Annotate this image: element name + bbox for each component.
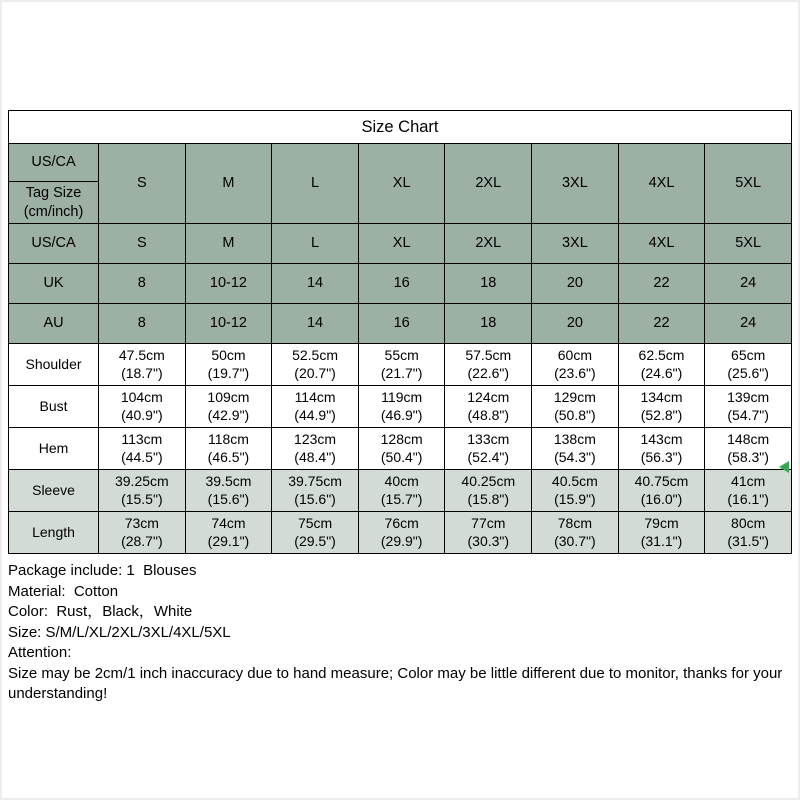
measurement-cm: 52.5cm xyxy=(292,347,339,363)
measurement-cm: 119cm xyxy=(381,389,423,405)
measurement-inch: (56.3") xyxy=(640,448,683,465)
measurement-cell xyxy=(445,344,532,386)
note-line: Size may be 2cm/1 inch inaccuracy due to hand measure; Color may be little different due to monitor, thanks for your understanding! xyxy=(8,664,787,702)
row-label: Hem xyxy=(9,428,99,470)
size-column-header: 4XL xyxy=(618,144,705,224)
size-column-header: XL xyxy=(358,144,445,224)
size-value-cell: 5XL xyxy=(705,224,792,264)
measurement-inch: (48.8") xyxy=(467,406,510,423)
measurement-cell xyxy=(99,428,186,470)
measurement-inch: (30.7") xyxy=(554,532,596,549)
measurement-cell xyxy=(185,512,272,554)
measurement-cell xyxy=(532,344,619,386)
measurement-cm: 80cm xyxy=(731,515,766,531)
size-column-header: 3XL xyxy=(532,144,619,224)
row-label: Shoulder xyxy=(9,344,99,386)
header-row-top xyxy=(9,144,792,182)
size-column-header: S xyxy=(99,144,186,224)
measurement-cell xyxy=(358,470,445,512)
measurement-cm: 124cm xyxy=(467,389,510,405)
measurement-cell xyxy=(272,386,359,428)
row-label: US/CA xyxy=(9,224,99,264)
measurement-cm: 65cm xyxy=(731,347,766,363)
measurement-inch: (15.6") xyxy=(207,490,250,507)
measurement-cm: 79cm xyxy=(644,515,679,531)
tag-size-label: Tag Size xyxy=(25,185,82,202)
measurement-cm: 73cm xyxy=(124,515,159,531)
measurement-inch: (31.1") xyxy=(640,532,683,549)
note-line: Size: S/M/L/XL/2XL/3XL/4XL/5XL xyxy=(8,623,231,641)
measurement-inch: (22.6") xyxy=(467,364,510,381)
size-value-cell: 18 xyxy=(445,304,532,344)
size-value-cell: 10-12 xyxy=(185,264,272,304)
measurement-cm: 39.25cm xyxy=(114,473,169,489)
measurement-row xyxy=(9,428,792,470)
measurement-cm: 75cm xyxy=(297,515,333,531)
measurement-row xyxy=(9,512,792,554)
size-value-cell: 22 xyxy=(618,264,705,304)
measurement-inch: (42.9") xyxy=(207,406,250,423)
size-column-header: M xyxy=(185,144,272,224)
size-row xyxy=(9,264,792,304)
measurement-inch: (52.8") xyxy=(640,406,683,423)
size-value-cell: S xyxy=(99,224,186,264)
measurement-inch: (44.9") xyxy=(294,406,336,423)
measurement-cm: 50cm xyxy=(211,347,246,363)
measurement-inch: (25.6") xyxy=(727,364,769,381)
size-value-cell: 22 xyxy=(618,304,705,344)
size-chart-table xyxy=(8,110,792,554)
measurement-cm: 118cm xyxy=(207,431,249,447)
measurement-inch: (54.3") xyxy=(554,448,596,465)
measurement-cm: 41cm xyxy=(731,473,766,489)
measurement-inch: (15.9") xyxy=(554,490,596,507)
measurement-cm: 39.75cm xyxy=(288,473,342,489)
row-label: AU xyxy=(9,304,99,344)
corner-tag-size xyxy=(9,182,99,224)
size-value-cell: 24 xyxy=(705,304,792,344)
measurement-cell xyxy=(618,386,705,428)
measurement-cell xyxy=(445,512,532,554)
measurement-cm: 76cm xyxy=(384,515,419,531)
measurement-inch: (16.0") xyxy=(640,490,683,507)
measurement-cm: 62.5cm xyxy=(638,347,685,363)
measurement-cell xyxy=(358,386,445,428)
measurement-cell xyxy=(272,428,359,470)
measurement-cm: 114cm xyxy=(294,389,336,405)
measurement-cell xyxy=(272,344,359,386)
size-value-cell: 10-12 xyxy=(185,304,272,344)
size-column-header: 5XL xyxy=(705,144,792,224)
measurement-cm: 143cm xyxy=(640,431,683,447)
measurement-inch: (29.5") xyxy=(294,532,336,549)
measurement-inch: (52.4") xyxy=(467,448,510,465)
measurement-cell xyxy=(618,470,705,512)
measurement-inch: (21.7") xyxy=(380,364,423,381)
size-value-cell: 24 xyxy=(705,264,792,304)
size-value-cell: 14 xyxy=(272,304,359,344)
measurement-cell xyxy=(358,428,445,470)
measurement-cm: 57.5cm xyxy=(465,347,512,363)
title-row xyxy=(9,111,792,144)
measurement-cell xyxy=(272,512,359,554)
size-row xyxy=(9,224,792,264)
tag-size-unit: (cm/inch) xyxy=(23,203,84,220)
size-value-cell: M xyxy=(185,224,272,264)
measurement-cell xyxy=(445,428,532,470)
size-value-cell: 3XL xyxy=(532,224,619,264)
measurement-inch: (18.7") xyxy=(121,364,163,381)
measurement-row xyxy=(9,470,792,512)
measurement-cm: 47.5cm xyxy=(118,347,165,363)
measurement-cell xyxy=(358,512,445,554)
measurement-cm: 123cm xyxy=(294,431,337,447)
corner-us-ca: US/CA xyxy=(9,144,99,182)
measurement-inch: (15.7") xyxy=(380,490,423,507)
measurement-cell xyxy=(532,512,619,554)
measurement-cell xyxy=(618,428,705,470)
size-value-cell: 14 xyxy=(272,264,359,304)
size-value-cell: 20 xyxy=(532,264,619,304)
measurement-inch: (15.5") xyxy=(121,490,163,507)
row-label: Bust xyxy=(9,386,99,428)
measurement-cell xyxy=(185,386,272,428)
measurement-cm: 77cm xyxy=(471,515,506,531)
measurement-inch: (46.5") xyxy=(207,448,250,465)
measurement-cell xyxy=(705,386,792,428)
green-triangle-marker xyxy=(779,461,789,473)
measurement-cell xyxy=(532,428,619,470)
product-notes xyxy=(8,561,792,705)
measurement-cell xyxy=(99,470,186,512)
row-label: Sleeve xyxy=(9,470,99,512)
measurement-cm: 74cm xyxy=(211,515,246,531)
note-line: Color: Rust，Black，White xyxy=(8,603,193,620)
measurement-cell xyxy=(272,470,359,512)
measurement-cm: 134cm xyxy=(640,389,683,405)
measurement-cm: 113cm xyxy=(121,431,163,447)
measurement-cell xyxy=(358,344,445,386)
measurement-inch: (46.9") xyxy=(380,406,423,423)
measurement-inch: (50.8") xyxy=(554,406,596,423)
measurement-inch: (40.9") xyxy=(121,406,163,423)
size-value-cell: 4XL xyxy=(618,224,705,264)
size-value-cell: 18 xyxy=(445,264,532,304)
measurement-inch: (58.3") xyxy=(727,448,769,465)
measurement-inch: (16.1") xyxy=(727,490,769,507)
measurement-cell xyxy=(532,386,619,428)
measurement-cell xyxy=(99,386,186,428)
measurement-cell xyxy=(705,344,792,386)
measurement-row xyxy=(9,386,792,428)
measurement-inch: (44.5") xyxy=(121,448,163,465)
size-value-cell: 2XL xyxy=(445,224,532,264)
row-label: UK xyxy=(9,264,99,304)
measurement-cm: 40.75cm xyxy=(634,473,689,489)
measurement-cell xyxy=(99,512,186,554)
measurement-cm: 148cm xyxy=(727,431,770,447)
measurement-cm: 133cm xyxy=(467,431,510,447)
measurement-inch: (23.6") xyxy=(554,364,596,381)
measurement-inch: (15.6") xyxy=(294,490,336,507)
size-value-cell: 8 xyxy=(99,304,186,344)
note-line: Material: Cotton xyxy=(8,582,119,600)
measurement-cell xyxy=(445,386,532,428)
measurement-cell xyxy=(185,470,272,512)
size-value-cell: L xyxy=(272,224,359,264)
size-column-header: 2XL xyxy=(445,144,532,224)
size-row xyxy=(9,304,792,344)
measurement-inch: (54.7") xyxy=(727,406,769,423)
measurement-cell xyxy=(445,470,532,512)
measurement-cell xyxy=(185,428,272,470)
measurement-cm: 40cm xyxy=(384,473,419,489)
measurement-cell xyxy=(532,470,619,512)
size-value-cell: 16 xyxy=(358,264,445,304)
measurement-inch: (50.4") xyxy=(380,448,423,465)
size-value-cell: 16 xyxy=(358,304,445,344)
measurement-cm: 129cm xyxy=(553,389,596,405)
measurement-inch: (31.5") xyxy=(727,532,769,549)
measurement-cm: 60cm xyxy=(557,347,592,363)
measurement-inch: (29.1") xyxy=(207,532,250,549)
measurement-inch: (15.8") xyxy=(467,490,510,507)
measurement-cm: 78cm xyxy=(557,515,592,531)
table-title: Size Chart xyxy=(9,111,792,144)
size-value-cell: XL xyxy=(358,224,445,264)
measurement-cell xyxy=(618,344,705,386)
note-line: Package include: 1 Blouses xyxy=(8,562,197,579)
measurement-cm: 138cm xyxy=(553,431,596,447)
measurement-cm: 128cm xyxy=(380,431,423,447)
measurement-cm: 40.25cm xyxy=(461,473,516,489)
measurement-cm: 104cm xyxy=(120,389,163,405)
measurement-cell xyxy=(99,344,186,386)
measurement-cm: 39.5cm xyxy=(205,473,252,489)
measurement-inch: (28.7") xyxy=(121,532,163,549)
measurement-cell xyxy=(705,470,792,512)
measurement-row xyxy=(9,344,792,386)
measurement-inch: (29.9") xyxy=(380,532,423,549)
measurement-cell xyxy=(618,512,705,554)
measurement-cm: 139cm xyxy=(727,389,770,405)
size-column-header: L xyxy=(272,144,359,224)
measurement-inch: (48.4") xyxy=(294,448,336,465)
measurement-inch: (19.7") xyxy=(207,364,250,381)
measurement-inch: (20.7") xyxy=(294,364,336,381)
measurement-inch: (30.3") xyxy=(467,532,510,549)
size-value-cell: 8 xyxy=(99,264,186,304)
note-line: Attention: xyxy=(8,644,72,661)
measurement-inch: (24.6") xyxy=(640,364,683,381)
row-label: Length xyxy=(9,512,99,554)
measurement-cm: 55cm xyxy=(384,347,419,363)
size-value-cell: 20 xyxy=(532,304,619,344)
measurement-cell xyxy=(705,512,792,554)
measurement-cm: 40.5cm xyxy=(551,473,598,489)
measurement-cm: 109cm xyxy=(207,389,250,405)
measurement-cell xyxy=(185,344,272,386)
